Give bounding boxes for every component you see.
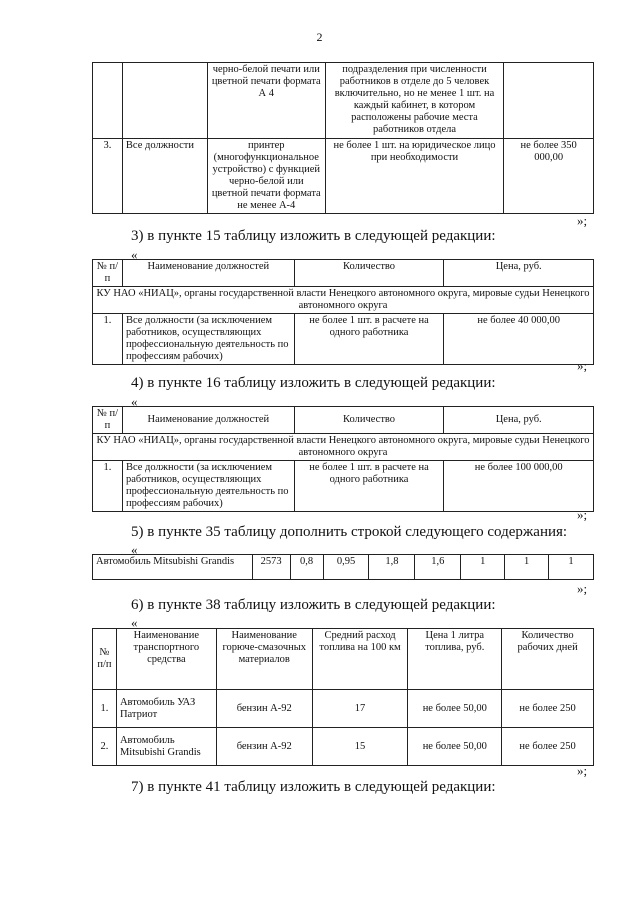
value-cell: 1 bbox=[549, 555, 594, 580]
group-row bbox=[93, 287, 594, 314]
opening-quote: « bbox=[131, 394, 138, 409]
table-header bbox=[93, 407, 594, 434]
row-number: 1. bbox=[93, 690, 117, 728]
closing-quote: »; bbox=[577, 358, 588, 373]
price-cell: не более 40 000,00 bbox=[444, 314, 594, 365]
quantity-cell: не более 1 шт. на юридическое лицо при необходимости bbox=[325, 139, 504, 214]
price-cell: не более 50,00 bbox=[408, 728, 502, 766]
vehicle-cell: Автомобиль Mitsubishi Grandis bbox=[93, 555, 253, 580]
table-header bbox=[93, 629, 594, 690]
header-cell: № п/п bbox=[93, 629, 117, 690]
table-section-35 bbox=[92, 554, 594, 580]
position-cell: Все должности (за исключением работников, осуществляющих профессиональную деятельность по профессиям рабочих) bbox=[122, 461, 294, 512]
position-cell: Все должности bbox=[122, 139, 207, 214]
header-cell: Средний расход топлива на 100 км bbox=[312, 629, 408, 690]
table-section-15 bbox=[92, 259, 594, 365]
price-cell: не более 350 000,00 bbox=[504, 139, 594, 214]
consumption-cell: 17 bbox=[312, 690, 408, 728]
fuel-cell: бензин А-92 bbox=[216, 728, 312, 766]
quantity-cell: подразделения при численности работников в отделе до 5 человек включительно, но не менее 1 шт. на каждый кабинет, в котором расположены рабочие места работников отдела bbox=[325, 63, 504, 139]
header-cell: Количество рабочих дней bbox=[502, 629, 594, 690]
value-cell: 1 bbox=[505, 555, 549, 580]
value-cell: 0,95 bbox=[323, 555, 369, 580]
vehicle-cell: Автомобиль УАЗ Патриот bbox=[116, 690, 216, 728]
closing-quote: »; bbox=[577, 507, 588, 522]
row-number: 3. bbox=[93, 139, 123, 214]
header-cell: Наименование должностей bbox=[122, 260, 294, 287]
fuel-cell: бензин А-92 bbox=[216, 690, 312, 728]
device-cell: принтер (многофункциональное устройство) с функцией черно-белой или цветной печати формата не менее А-4 bbox=[207, 139, 325, 214]
opening-quote: « bbox=[131, 542, 138, 557]
table-section-38 bbox=[92, 628, 594, 766]
group-cell: КУ НАО «НИАЦ», органы государственной власти Ненецкого автономного округа, мировые судьи Ненецкого автономного округа bbox=[93, 287, 594, 314]
price-cell: не более 50,00 bbox=[408, 690, 502, 728]
closing-quote: »; bbox=[577, 763, 588, 778]
table-row bbox=[93, 728, 594, 766]
opening-quote: « bbox=[131, 615, 138, 630]
section-heading: 3) в пункте 15 таблицу изложить в следующей редакции: bbox=[131, 228, 496, 244]
vehicle-cell: Автомобиль Mitsubishi Grandis bbox=[116, 728, 216, 766]
row-number: 1. bbox=[93, 314, 123, 365]
row-number: 2. bbox=[93, 728, 117, 766]
section-heading: 6) в пункте 38 таблицу изложить в следующей редакции: bbox=[131, 597, 496, 613]
row-number: 1. bbox=[93, 461, 123, 512]
header-cell: Количество bbox=[294, 260, 444, 287]
header-cell: № п/п bbox=[93, 260, 123, 287]
section-heading: 7) в пункте 41 таблицу изложить в следующей редакции: bbox=[131, 779, 496, 795]
table-row bbox=[93, 461, 594, 512]
header-cell: Цена 1 литра топлива, руб. bbox=[408, 629, 502, 690]
table-row bbox=[93, 63, 594, 139]
days-cell: не более 250 bbox=[502, 690, 594, 728]
section-heading: 5) в пункте 35 таблицу дополнить строкой следующего содержания: bbox=[131, 524, 568, 540]
header-cell: Наименование должностей bbox=[122, 407, 294, 434]
quantity-cell: не более 1 шт. в расчете на одного работника bbox=[294, 461, 444, 512]
header-cell: Наименование горюче-смазочных материалов bbox=[216, 629, 312, 690]
table-section-16 bbox=[92, 406, 594, 512]
value-cell: 1,6 bbox=[415, 555, 461, 580]
opening-quote: « bbox=[131, 247, 138, 262]
device-cell: черно-белой печати или цветной печати формата А 4 bbox=[207, 63, 325, 139]
table-row bbox=[93, 139, 594, 214]
page-number: 2 bbox=[316, 30, 323, 44]
consumption-cell: 15 bbox=[312, 728, 408, 766]
section-heading: 4) в пункте 16 таблицу изложить в следующей редакции: bbox=[131, 375, 496, 391]
group-row bbox=[93, 434, 594, 461]
value-cell: 1,8 bbox=[369, 555, 415, 580]
table-row bbox=[93, 690, 594, 728]
table-header bbox=[93, 260, 594, 287]
table-row bbox=[93, 314, 594, 365]
group-cell: КУ НАО «НИАЦ», органы государственной власти Ненецкого автономного округа, мировые судьи Ненецкого автономного округа bbox=[93, 434, 594, 461]
position-cell: Все должности (за исключением работников, осуществляющих профессиональную деятельность по профессиям рабочих) bbox=[122, 314, 294, 365]
header-cell: Количество bbox=[294, 407, 444, 434]
header-cell: № п/п bbox=[93, 407, 123, 434]
header-cell: Наименование транспортного средства bbox=[116, 629, 216, 690]
header-cell: Цена, руб. bbox=[444, 260, 594, 287]
closing-quote: »; bbox=[577, 581, 588, 596]
header-cell: Цена, руб. bbox=[444, 407, 594, 434]
days-cell: не более 250 bbox=[502, 728, 594, 766]
value-cell: 0,8 bbox=[290, 555, 323, 580]
price-cell: не более 100 000,00 bbox=[444, 461, 594, 512]
table-continued bbox=[92, 62, 594, 214]
closing-quote: »; bbox=[577, 213, 588, 228]
table-row bbox=[93, 555, 594, 580]
value-cell: 1 bbox=[461, 555, 505, 580]
value-cell: 2573 bbox=[252, 555, 290, 580]
quantity-cell: не более 1 шт. в расчете на одного работника bbox=[294, 314, 444, 365]
